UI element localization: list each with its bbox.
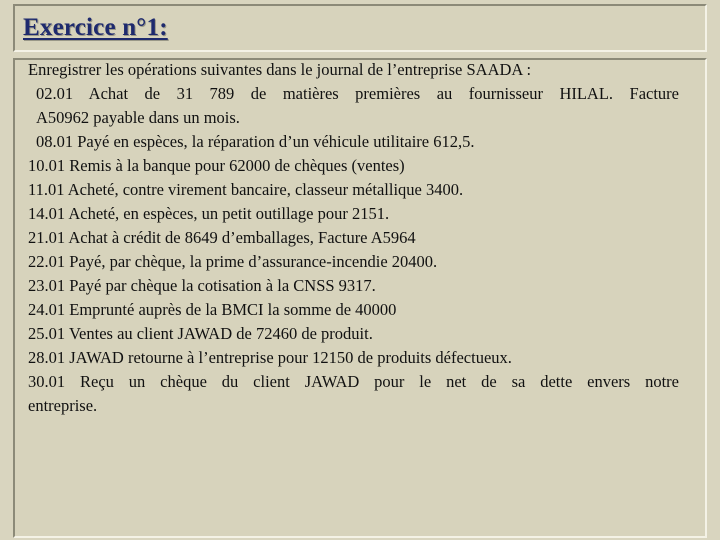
operation-line: 28.01 JAWAD retourne à l’entreprise pour 12150 de produits défectueux.: [28, 348, 512, 367]
operation-line: 10.01 Remis à la banque pour 62000 de chèques (ventes): [28, 156, 405, 175]
operation-line: 30.01 Reçu un chèque du client JAWAD pour le net de sa dette envers notre: [28, 372, 679, 391]
operation-line: 02.01 Achat de 31 789 de matières premières au fournisseur HILAL. Facture: [36, 84, 679, 103]
operation-line: 25.01 Ventes au client JAWAD de 72460 de produit.: [28, 324, 373, 343]
operation-line: 22.01 Payé, par chèque, la prime d’assurance-incendie 20400.: [28, 252, 438, 271]
operation-line: entreprise.: [28, 396, 98, 415]
operation-line: 14.01 Acheté, en espèces, un petit outillage pour 2151.: [28, 204, 390, 223]
instruction-line: Enregistrer les opérations suivantes dans le journal de l’entreprise SAADA :: [28, 60, 532, 79]
operation-line: A50962 payable dans un mois.: [36, 108, 240, 127]
operation-line: 11.01 Acheté, contre virement bancaire, classeur métallique 3400.: [28, 180, 464, 199]
exercise-text: [28, 58, 679, 418]
operation-line: 24.01 Emprunté auprès de la BMCI la somme de 40000: [28, 300, 397, 319]
page-title: Exercice n°1:: [23, 14, 168, 41]
operation-line: 21.01 Achat à crédit de 8649 d’emballages, Facture A5964: [28, 228, 416, 247]
operation-line: 23.01 Payé par chèque la cotisation à la CNSS 9317.: [28, 276, 376, 295]
title-box: [13, 4, 707, 52]
operation-line: 08.01 Payé en espèces, la réparation d’un véhicule utilitaire 612,5.: [36, 132, 475, 151]
